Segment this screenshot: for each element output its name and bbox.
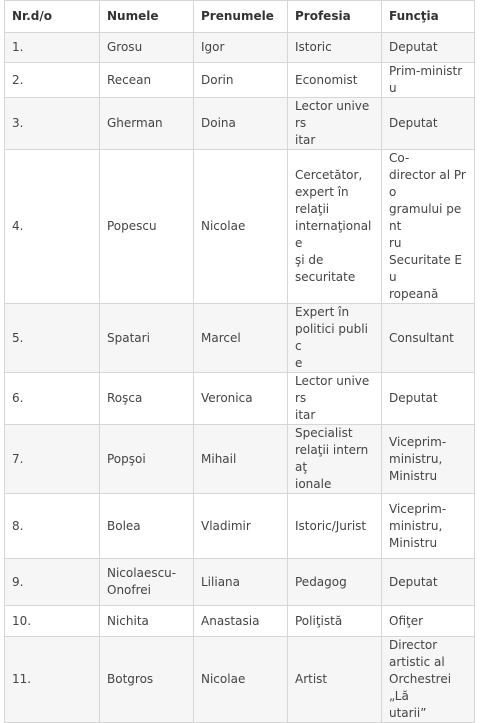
table-row [5, 606, 475, 637]
cell-numele: Botgros [100, 637, 194, 723]
cell-prenumele: Doina [194, 98, 288, 150]
cell-nr: 2. [5, 63, 100, 98]
cell-numele: Popşoi [100, 425, 194, 494]
cell-numele: Popescu [100, 150, 194, 304]
cell-profesia: Cercetător, expert în relaţii internaţionale şi de securitate [288, 150, 382, 304]
cell-numele: Gherman [100, 98, 194, 150]
cell-functia: Deputat [382, 98, 475, 150]
cell-nr: 11. [5, 637, 100, 723]
table-row [5, 150, 475, 304]
cell-nr: 10. [5, 606, 100, 637]
cell-prenumele: Anastasia [194, 606, 288, 637]
cell-profesia: Economist [288, 63, 382, 98]
cell-functia: Co- director al Pro gramului pent ru Securitate Eu ropeană [382, 150, 475, 304]
cell-nr: 9. [5, 559, 100, 606]
cell-functia: Ofiţer [382, 606, 475, 637]
cell-numele: Nicolaescu- Onofrei [100, 559, 194, 606]
table-row [5, 304, 475, 373]
table-body [5, 33, 475, 723]
cell-functia: Prim-ministru [382, 63, 475, 98]
cell-numele: Bolea [100, 494, 194, 559]
cell-profesia: Istoric [288, 33, 382, 63]
cell-numele: Roşca [100, 373, 194, 425]
cell-prenumele: Liliana [194, 559, 288, 606]
cell-nr: 8. [5, 494, 100, 559]
cell-prenumele: Mihail [194, 425, 288, 494]
table-row [5, 425, 475, 494]
cell-functia: Consultant [382, 304, 475, 373]
table-header [5, 1, 475, 33]
cell-nr: 6. [5, 373, 100, 425]
cell-prenumele: Nicolae [194, 637, 288, 723]
cell-profesia: Pedagog [288, 559, 382, 606]
cell-functia: Viceprim- ministru, Ministru [382, 494, 475, 559]
table-row [5, 494, 475, 559]
cell-profesia: Specialist relaţii internaţ ionale [288, 425, 382, 494]
cell-numele: Grosu [100, 33, 194, 63]
cell-prenumele: Igor [194, 33, 288, 63]
cell-nr: 7. [5, 425, 100, 494]
cell-prenumele: Marcel [194, 304, 288, 373]
table-row [5, 373, 475, 425]
cell-nr: 4. [5, 150, 100, 304]
header-nr: Nr.d/o [5, 1, 100, 33]
header-row [5, 1, 475, 33]
cell-profesia: Poliţistă [288, 606, 382, 637]
header-numele: Numele [100, 1, 194, 33]
cell-numele: Spatari [100, 304, 194, 373]
cell-functia: Viceprim- ministru, Ministru [382, 425, 475, 494]
table-row [5, 98, 475, 150]
header-prenumele: Prenumele [194, 1, 288, 33]
table-row [5, 63, 475, 98]
cell-numele: Recean [100, 63, 194, 98]
header-functia: Funcţia [382, 1, 475, 33]
cell-nr: 5. [5, 304, 100, 373]
cell-prenumele: Nicolae [194, 150, 288, 304]
cell-profesia: Istoric/Jurist [288, 494, 382, 559]
cell-profesia: Artist [288, 637, 382, 723]
table-row [5, 33, 475, 63]
cell-functia: Deputat [382, 373, 475, 425]
cell-functia: Director artistic al Orchestrei „Lă utarii” [382, 637, 475, 723]
table-row [5, 637, 475, 723]
cell-prenumele: Dorin [194, 63, 288, 98]
cell-functia: Deputat [382, 559, 475, 606]
cell-profesia: Expert în politici public e [288, 304, 382, 373]
cell-nr: 1. [5, 33, 100, 63]
cell-profesia: Lector univers itar [288, 98, 382, 150]
cell-functia: Deputat [382, 33, 475, 63]
cell-numele: Nichita [100, 606, 194, 637]
cell-prenumele: Veronica [194, 373, 288, 425]
members-table [4, 0, 475, 723]
cell-prenumele: Vladimir [194, 494, 288, 559]
header-profesia: Profesia [288, 1, 382, 33]
table-row [5, 559, 475, 606]
cell-profesia: Lector univers itar [288, 373, 382, 425]
cell-nr: 3. [5, 98, 100, 150]
